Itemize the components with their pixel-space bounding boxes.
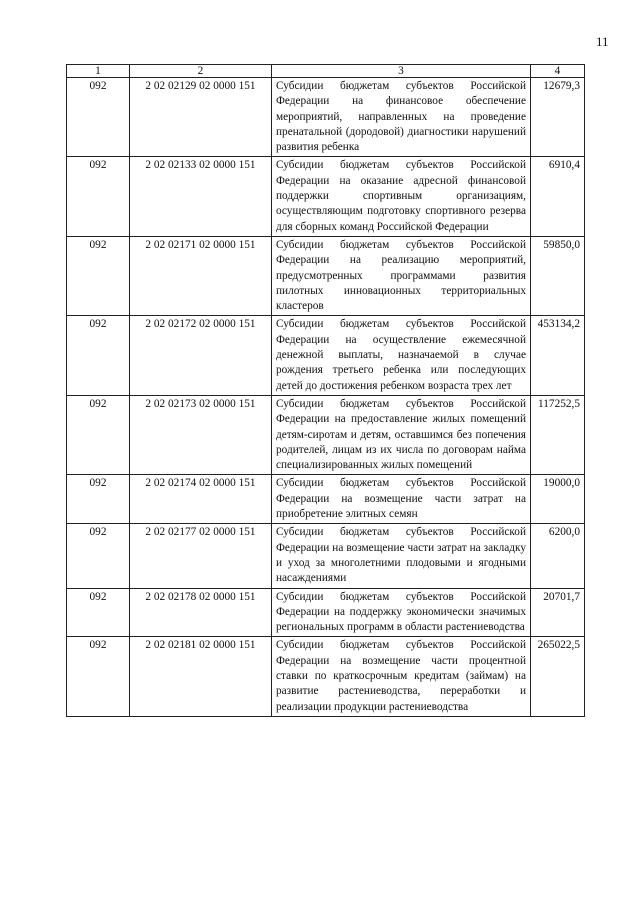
amount-cell: 20701,7 [531,588,585,637]
amount-cell: 265022,5 [531,637,585,716]
admin-code-cell: 092 [67,524,130,588]
amount-cell: 19000,0 [531,475,585,524]
budget-code-cell: 2 02 02133 02 0000 151 [130,157,272,236]
amount-cell: 453134,2 [531,316,585,395]
header-row [67,65,585,78]
table-row [67,157,585,236]
budget-code-cell: 2 02 02173 02 0000 151 [130,395,272,474]
column-header: 1 [67,65,130,78]
description-cell: Субсидии бюджетам субъектов Российской Федерации на поддержку экономически значимых региональных программ в области растениеводства [272,588,531,637]
budget-code-cell: 2 02 02178 02 0000 151 [130,588,272,637]
description-cell: Субсидии бюджетам субъектов Российской Федерации на возмещение части затрат на приобретение элитных семян [272,475,531,524]
page-number: 11 [596,34,609,49]
table-row [67,236,585,315]
budget-table [66,64,585,717]
amount-cell: 117252,5 [531,395,585,474]
table-row [67,524,585,588]
description-cell: Субсидии бюджетам субъектов Российской Федерации на предоставление жилых помещений детям-сиротам и детям, оставшимся без попечения родителей, лицам из их числа по договорам найма специализированных жилых помещений [272,395,531,474]
budget-code-cell: 2 02 02181 02 0000 151 [130,637,272,716]
description-cell: Субсидии бюджетам субъектов Российской Федерации на финансовое обеспечение мероприятий, направленных на проведение пренатальной (дородовой) диагностики нарушений развития ребенка [272,78,531,157]
table-row [67,78,585,157]
table-row [67,316,585,395]
budget-code-cell: 2 02 02172 02 0000 151 [130,316,272,395]
admin-code-cell: 092 [67,157,130,236]
budget-code-cell: 2 02 02171 02 0000 151 [130,236,272,315]
admin-code-cell: 092 [67,475,130,524]
description-cell: Субсидии бюджетам субъектов Российской Федерации на возмещение части затрат на закладку и уход за многолетними плодовыми и ягодными насаждениями [272,524,531,588]
amount-cell: 6910,4 [531,157,585,236]
table-row [67,588,585,637]
admin-code-cell: 092 [67,316,130,395]
table-row [67,475,585,524]
column-header: 3 [272,65,531,78]
amount-cell: 6200,0 [531,524,585,588]
column-header: 2 [130,65,272,78]
column-header: 4 [531,65,585,78]
admin-code-cell: 092 [67,637,130,716]
amount-cell: 12679,3 [531,78,585,157]
description-cell: Субсидии бюджетам субъектов Российской Федерации на осуществление ежемесячной денежной выплаты, назначаемой в случае рождения третьего ребенка или последующих детей до достижения ребенком возраста трех лет [272,316,531,395]
admin-code-cell: 092 [67,588,130,637]
admin-code-cell: 092 [67,236,130,315]
description-cell: Субсидии бюджетам субъектов Российской Федерации на реализацию мероприятий, предусмотренных программами развития пилотных инновационных территориальных кластеров [272,236,531,315]
table-row [67,395,585,474]
budget-code-cell: 2 02 02129 02 0000 151 [130,78,272,157]
table-row [67,637,585,716]
budget-code-cell: 2 02 02174 02 0000 151 [130,475,272,524]
budget-code-cell: 2 02 02177 02 0000 151 [130,524,272,588]
description-cell: Субсидии бюджетам субъектов Российской Федерации на возмещение части процентной ставки по краткосрочным кредитам (займам) на развитие растениеводства, переработки и реализации продукции растениеводства [272,637,531,716]
amount-cell: 59850,0 [531,236,585,315]
description-cell: Субсидии бюджетам субъектов Российской Федерации на оказание адресной финансовой поддержки спортивным организациям, осуществляющим подготовку спортивного резерва для сборных команд Российской Федерации [272,157,531,236]
admin-code-cell: 092 [67,78,130,157]
admin-code-cell: 092 [67,395,130,474]
